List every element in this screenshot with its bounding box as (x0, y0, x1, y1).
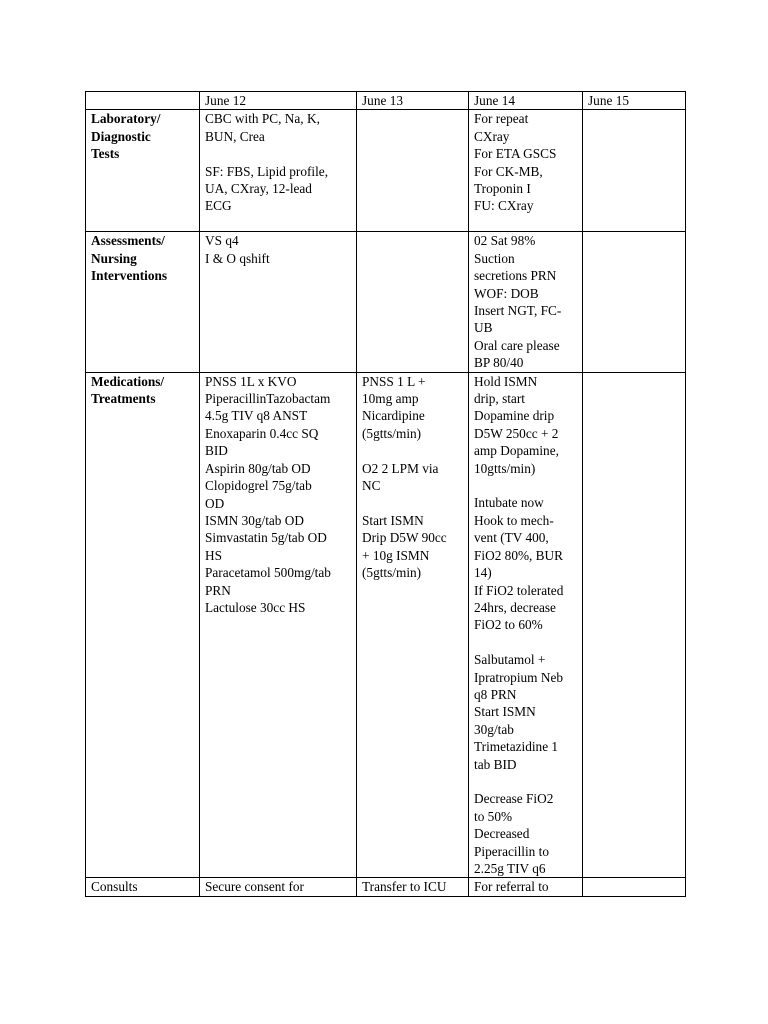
line-gap (205, 145, 356, 162)
cell-line: PiperacillinTazobactam (205, 391, 331, 407)
cell-line: Start ISMN (362, 512, 424, 528)
cell-line: Trimetazidine 1 (474, 739, 559, 755)
cell-line: Intubate now (474, 495, 544, 511)
row-consults (86, 878, 686, 896)
row-assessments-nursing-interventions (86, 232, 686, 372)
cell-line: Interventions (91, 268, 168, 284)
cell-line: Hold ISMN (474, 373, 538, 389)
cell-june-14 (469, 878, 583, 896)
cell-line: secretions PRN (474, 268, 557, 284)
row-label (86, 372, 200, 878)
cell-line: q8 PRN (474, 686, 517, 702)
cell-line: PRN (205, 582, 231, 598)
treatment-plan-table (85, 91, 686, 897)
cell-line: For referral to (474, 879, 549, 895)
cell-line: Drip D5W 90cc (362, 530, 447, 546)
cell-line: Tests (91, 146, 120, 162)
cell-line: 14) (474, 565, 492, 581)
date-header-june-14: June 14 (469, 92, 583, 110)
cell-line: BID (205, 443, 228, 459)
cell-line: OD (205, 495, 225, 511)
cell-line: 30g/tab (474, 721, 514, 737)
cell-line: For ETA GSCS (474, 146, 557, 162)
cell-line: 10gtts/min) (474, 460, 536, 476)
cell-june-15 (583, 110, 686, 232)
cell-line: CBC with PC, Na, K, (205, 111, 320, 127)
cell-line: Medications/ (91, 373, 165, 389)
cell-line: 10mg amp (362, 391, 419, 407)
cell-line: Secure consent for (205, 879, 304, 895)
corner-cell (86, 92, 200, 110)
cell-line: drip, start (474, 391, 525, 407)
cell-line: Transfer to ICU (362, 879, 447, 895)
cell-line: Clopidogrel 75g/tab (205, 478, 312, 494)
date-header-june-15: June 15 (583, 92, 686, 110)
cell-line: + 10g ISMN (362, 547, 430, 563)
cell-line: Lactulose 30cc HS (205, 599, 306, 615)
cell-june-12 (200, 110, 357, 232)
cell-june-13 (357, 878, 469, 896)
cell-line: CXray (474, 128, 510, 144)
cell-line: Paracetamol 500mg/tab (205, 565, 331, 581)
cell-line: Laboratory/ (91, 111, 161, 127)
cell-june-14 (469, 110, 583, 232)
cell-line: HS (205, 547, 222, 563)
cell-june-12 (200, 232, 357, 372)
cell-line: For CK-MB, (474, 163, 543, 179)
cell-line: UB (474, 320, 493, 336)
cell-line: For repeat (474, 111, 529, 127)
cell-line: Ipratropium Neb (474, 669, 563, 685)
cell-line: SF: FBS, Lipid profile, (205, 163, 329, 179)
cell-line: 2.25g TIV q6 (474, 860, 546, 876)
date-header-june-13: June 13 (357, 92, 469, 110)
cell-line: PNSS 1L x KVO (205, 373, 297, 389)
cell-line: tab BID (474, 756, 517, 772)
cell-june-14 (469, 372, 583, 878)
cell-line: (5gtts/min) (362, 425, 422, 441)
cell-june-14 (469, 232, 583, 372)
cell-line: Insert NGT, FC- (474, 303, 562, 319)
date-header-june-12: June 12 (200, 92, 357, 110)
cell-line: Enoxaparin 0.4cc SQ (205, 425, 319, 441)
row-laboratory-diagnostic-tests (86, 110, 686, 232)
cell-line: Start ISMN (474, 704, 536, 720)
line-gap (362, 494, 468, 511)
cell-line: Decreased (474, 826, 530, 842)
cell-line: If FiO2 tolerated (474, 582, 564, 598)
line-gap (474, 634, 582, 651)
cell-june-15 (583, 372, 686, 878)
cell-line: NC (362, 478, 381, 494)
line-gap (474, 773, 582, 790)
cell-line: Piperacillin to (474, 843, 549, 859)
cell-line: BUN, Crea (205, 128, 265, 144)
row-label (86, 232, 200, 372)
row-label (86, 110, 200, 232)
row-medications-treatments (86, 372, 686, 878)
cell-june-12 (200, 878, 357, 896)
cell-line: Troponin I (474, 181, 531, 197)
row-label (86, 878, 200, 896)
cell-line: (5gtts/min) (362, 565, 422, 581)
cell-june-15 (583, 232, 686, 372)
cell-line: Dopamine drip (474, 408, 555, 424)
cell-line: WOF: DOB (474, 285, 539, 301)
cell-line: 02 Sat 98% (474, 233, 536, 249)
line-gap (474, 477, 582, 494)
cell-line: Salbutamol + (474, 652, 546, 668)
cell-line: amp Dopamine, (474, 443, 559, 459)
cell-june-13 (357, 110, 469, 232)
cell-line: Aspirin 80g/tab OD (205, 460, 311, 476)
cell-line: vent (TV 400, (474, 530, 549, 546)
cell-line: BP 80/40 (474, 355, 524, 371)
cell-june-13 (357, 232, 469, 372)
cell-line: 24hrs, decrease (474, 599, 556, 615)
cell-line: Diagnostic (91, 128, 151, 144)
cell-line: Nursing (91, 250, 137, 266)
cell-line: D5W 250cc + 2 (474, 425, 559, 441)
cell-line: FU: CXray (474, 198, 534, 214)
cell-line: Treatments (91, 391, 156, 407)
line-gap (362, 442, 468, 459)
cell-june-12 (200, 372, 357, 878)
cell-june-15 (583, 878, 686, 896)
cell-june-13 (357, 372, 469, 878)
date-header-row (86, 92, 686, 110)
cell-line: I & O qshift (205, 250, 270, 266)
cell-line: PNSS 1 L + (362, 373, 426, 389)
cell-line: to 50% (474, 808, 513, 824)
cell-line: Simvastatin 5g/tab OD (205, 530, 327, 546)
cell-line: O2 2 LPM via (362, 460, 439, 476)
cell-line: Oral care please (474, 337, 560, 353)
cell-line: Assessments/ (91, 233, 165, 249)
cell-line: ECG (205, 198, 232, 214)
cell-line: Suction (474, 250, 515, 266)
cell-line: UA, CXray, 12-lead (205, 181, 312, 197)
cell-line: FiO2 80%, BUR (474, 547, 564, 563)
cell-line: FiO2 to 60% (474, 617, 543, 633)
cell-line: Nicardipine (362, 408, 425, 424)
cell-line: Consults (91, 879, 138, 895)
cell-line: Hook to mech- (474, 512, 554, 528)
cell-line: Decrease FiO2 (474, 791, 554, 807)
cell-line: VS q4 (205, 233, 239, 249)
cell-line: 4.5g TIV q8 ANST (205, 408, 308, 424)
cell-line: ISMN 30g/tab OD (205, 512, 304, 528)
